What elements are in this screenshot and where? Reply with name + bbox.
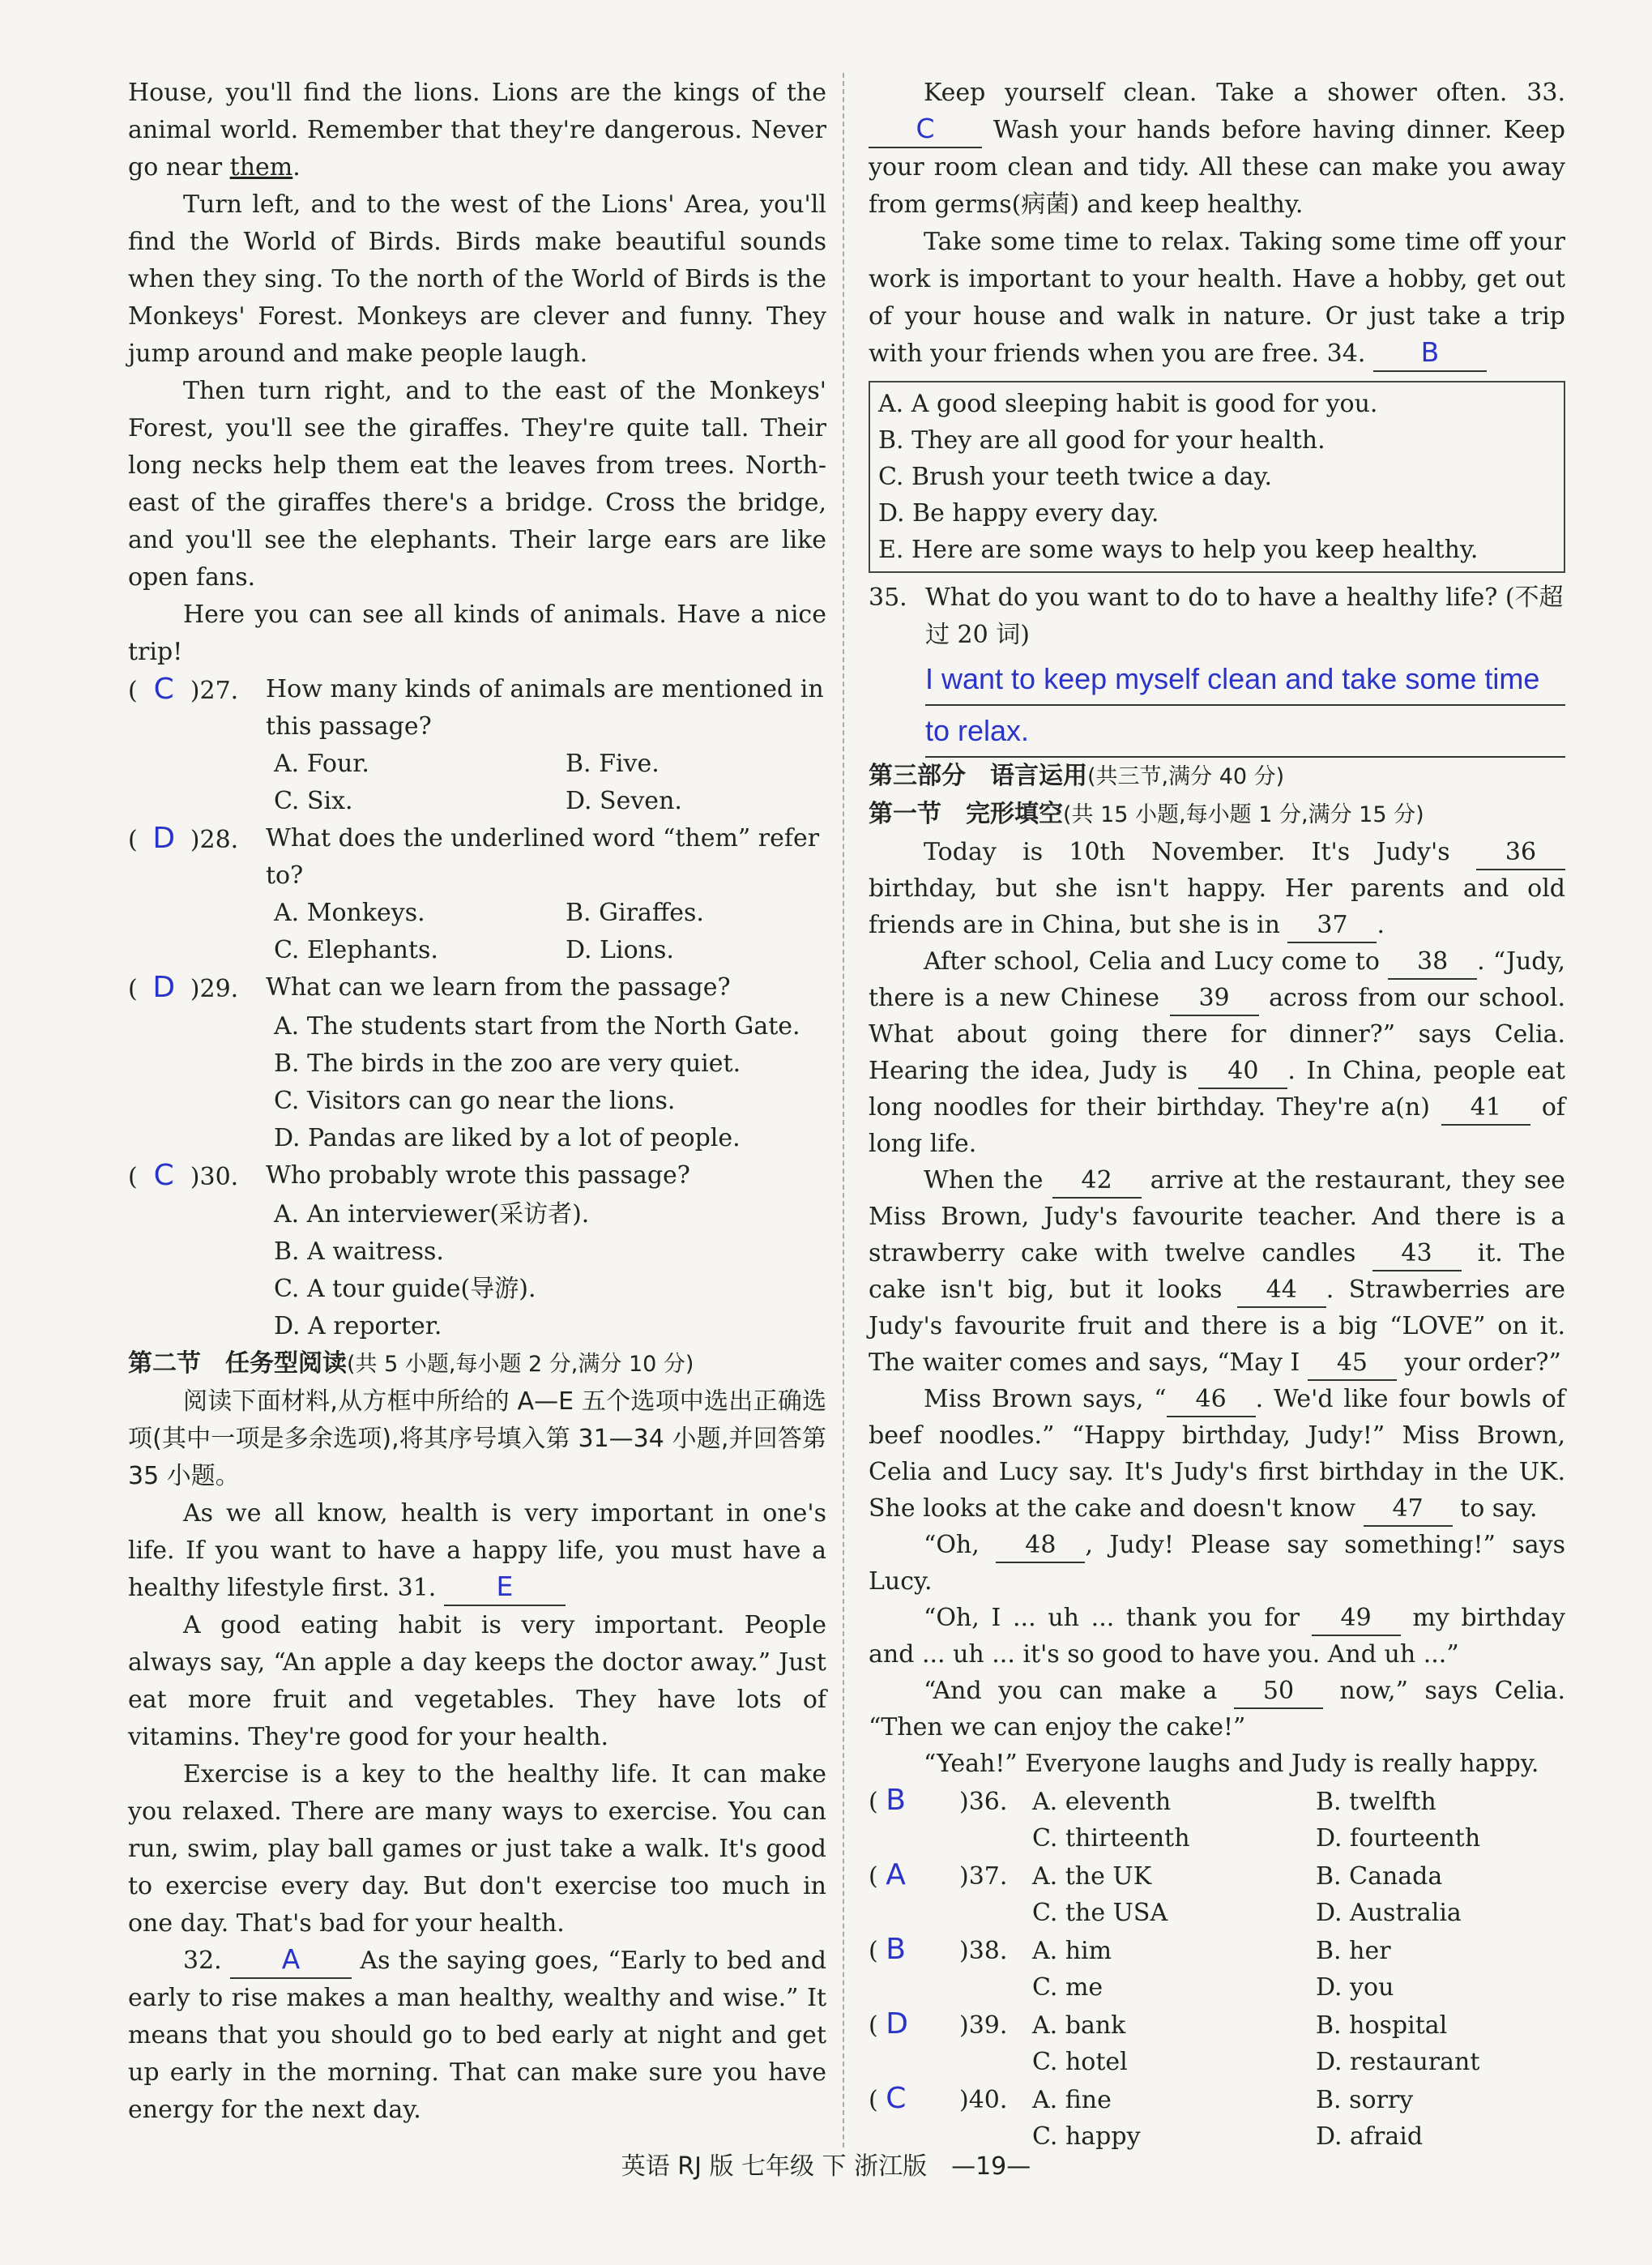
box-option-a: A. A good sleeping habit is good for you.: [878, 390, 1378, 418]
underlined-word: them: [229, 153, 293, 182]
cloze-questions: [869, 1782, 1565, 2155]
question-29: ( D )29. What can we learn from the passage? A. The students start from the North Gate. B. The birds in the zoo are very quiet. C. Visitors can go near the lions. D. Pandas are liked by a lot of people.: [128, 969, 826, 1157]
blank-43: 43: [1372, 1237, 1462, 1271]
question-35: 35. What do you want to do to have a healthy life? (不超过 20 词): [869, 583, 1564, 649]
options-box: [869, 381, 1565, 573]
box-option-e: E. Here are some ways to help you keep healthy.: [878, 536, 1479, 564]
answer-39: D: [886, 2007, 908, 2041]
question-38: ( B )38. A. him B. her C. me D. you: [869, 1933, 1394, 2002]
blank-41: 41: [1441, 1092, 1530, 1126]
reading-paragraph: Take some time to relax. Taking some time off your work is important to your health. Have a hobby, get out of your house and walk in nature. Or just take a trip with your friends when you are free. 34. B: [869, 224, 1565, 373]
reading-paragraph: 32. A As the saying goes, “Early to bed and early to rise makes a man healthy, wealthy and wise.” It means that you should go to bed early at night and get up early in the morning. That can make sure you have energy for the next day.: [128, 1943, 826, 2124]
passage-paragraph: Here you can see all kinds of animals. Have a nice trip!: [128, 600, 826, 666]
answer-38: B: [886, 1933, 906, 1966]
answer-29: D: [152, 971, 176, 1004]
option-a: A. Monkeys.: [274, 899, 425, 927]
section-1-heading: 第一节 完形填空(共 15 小题,每小题 1 分,满分 15 分): [869, 800, 1424, 828]
box-option-d: D. Be happy every day.: [878, 499, 1159, 528]
reading-paragraph: A good eating habit is very important. People always say, “An apple a day keeps the doctor away.” Just eat more fruit and vegetables. They have lots of vitamins. They're good for your health.: [128, 1611, 826, 1751]
passage-paragraph: Turn left, and to the west of the Lions' Area, you'll find the World of Birds. Birds make beautiful sounds when they sing. To the north of the World of Birds is the Monkeys' Forest. Monkeys are clever and funny. They jump around and make people laugh.: [128, 190, 826, 368]
blank-37: 37: [1287, 909, 1377, 943]
option-b: B. Five.: [566, 750, 660, 778]
blank-50: 50: [1234, 1675, 1323, 1709]
passage-paragraph: House, you'll find the lions. Lions are the kings of the animal world. Remember that they're dangerous. Never go near them.: [128, 79, 826, 182]
answer-37: A: [886, 1858, 906, 1891]
answer-28: D: [152, 822, 176, 855]
reading-paragraph: Keep yourself clean. Take a shower often. 33. C Wash your hands before having dinner. Keep your room clean and tidy. All these can make you away from germs(病菌) and keep healthy.: [869, 79, 1565, 219]
box-option-c: C. Brush your teeth twice a day.: [878, 463, 1273, 491]
blank-44: 44: [1237, 1274, 1326, 1308]
blank-40: 40: [1198, 1055, 1287, 1089]
answer-33: C: [916, 113, 935, 144]
question-30: ( C )30. Who probably wrote this passage? A. An interviewer(采访者). B. A waitress. C. A tour guide(导游). D. A reporter.: [128, 1157, 826, 1345]
box-option-b: B. They are all good for your health.: [878, 426, 1325, 455]
option-a: A. Four.: [274, 750, 369, 778]
answer-32: A: [281, 1943, 301, 1975]
answer-35: [925, 654, 1565, 758]
blank-46: 46: [1167, 1383, 1256, 1417]
option-b: B. The birds in the zoo are very quiet.: [274, 1049, 741, 1078]
option-c: C. A tour guide(导游).: [274, 1275, 536, 1303]
option-c: C. Elephants.: [274, 936, 438, 964]
reading-paragraph: As we all know, health is very important in one's life. If you want to have a happy life, you must have a healthy lifestyle first. 31. E: [128, 1495, 826, 1607]
question-39: ( D )39. A. bank B. hospital C. hotel D. restaurant: [869, 2007, 1480, 2076]
option-b: B. A waitress.: [274, 1237, 444, 1266]
blank-48: 48: [996, 1529, 1085, 1563]
question-36: ( B )36. A. eleventh B. twelfth C. thirteenth D. fourteenth: [869, 1784, 1481, 1853]
option-d: D. Lions.: [566, 936, 674, 964]
question-28: ( D )28. What does the underlined word “them” refer to? A. Monkeys. B. Giraffes. C. Elephants. D. Lions.: [128, 820, 826, 969]
left-column: [128, 75, 826, 2129]
section-2-heading: 第二节 任务型阅读(共 5 小题,每小题 2 分,满分 10 分): [128, 1349, 694, 1378]
right-column: [869, 75, 1565, 2155]
question-stem: Who probably wrote this passage?: [266, 1161, 690, 1190]
part-3-heading: 第三部分 语言运用(共三节,满分 40 分): [869, 762, 1285, 790]
option-d: D. Seven.: [566, 787, 682, 815]
option-a: A. An interviewer(采访者).: [274, 1200, 590, 1229]
answer-27: C: [153, 673, 174, 706]
answer-34: B: [1420, 336, 1440, 368]
question-37: ( A )37. A. the UK B. Canada C. the USA D. Australia: [869, 1858, 1462, 1927]
answer-40: C: [886, 2082, 907, 2115]
blank-39: 39: [1170, 982, 1259, 1016]
answer-30: C: [153, 1159, 174, 1192]
blank-42: 42: [1052, 1165, 1142, 1199]
option-a: A. The students start from the North Gate.: [274, 1012, 800, 1041]
column-divider: [843, 73, 844, 2147]
answer-35-line-1: I want to keep myself clean and take some time: [925, 654, 1565, 706]
instructions: 阅读下面材料,从方框中所给的 A—E 五个选项中选出正确选项(其中一项是多余选项),将其序号填入第 31—34 小题,并回答第 35 小题。: [128, 1387, 826, 1490]
option-d: D. A reporter.: [274, 1312, 442, 1340]
blank-36: 36: [1476, 836, 1565, 870]
question-27: ( C )27. How many kinds of animals are mentioned in this passage? A. Four. B. Five. C. Six. D. Seven.: [128, 671, 826, 820]
blank-38: 38: [1388, 946, 1477, 980]
answer-36: B: [886, 1784, 906, 1817]
option-d: D. Pandas are liked by a lot of people.: [274, 1124, 741, 1152]
question-40: ( C )40. A. fine B. sorry C. happy D. afraid: [869, 2082, 1424, 2151]
passage-paragraph: Then turn right, and to the east of the Monkeys' Forest, you'll see the giraffes. They're quite tall. Their long necks help them eat the leaves from trees. North-east of the giraffes there's a bridge. Cross the bridge, and you'll see the elephants. Their large ears are like open fans.: [128, 377, 826, 592]
blank-49: 49: [1312, 1602, 1401, 1636]
question-stem: What can we learn from the passage?: [266, 973, 731, 1002]
cloze-passage: Today is 10th November. It's Judy's 36 birthday, but she isn't happy. Her parents and old friends are in China, but she is in 37 . After school, Celia and Lucy come to 38 . “Judy, there is a new Chinese 39 across from our school. What about going there for dinner?” says Celia. Hearing the idea, Judy is 40 . In China, people eat long noodles for their birthday. They're a(n) 41 of long life. When the 42 arrive at the restaurant, they see Miss Brown, Judy's favourite teacher. And there is a strawberry cake with twelve candles 43 it. The cake isn't big, but it looks 44 . Strawberries are Judy's favourite fruit and there is a big “LOVE” on it. The waiter comes and says, “May I 45 your order?” Miss Brown says, “ 46 . We'd like four bowls of beef noodles.” “Happy birthday, Judy!” Miss Brown, Celia and Lucy say. It's Judy's first birthday in the UK. She looks at the cake and doesn't know 47 to say. “Oh, 48 , Judy! Please say something!” says Lucy. “Oh, I ... uh ... thank you for 49 my birthday and ... uh ... it's so good to have you. And uh ...” “And you can make a 50 now,” says Celia. “Then we can enjoy the cake!” “Yeah!” Everyone laughs and Judy is really happy.: [869, 838, 1565, 1778]
option-b: B. Giraffes.: [566, 899, 704, 927]
blank-45: 45: [1308, 1347, 1397, 1381]
blank-47: 47: [1364, 1493, 1453, 1527]
option-c: C. Visitors can go near the lions.: [274, 1087, 676, 1115]
page-footer: 英语 RJ 版 七年级 下 浙江版 —19—: [621, 2152, 1031, 2181]
question-stem: How many kinds of animals are mentioned in this passage?: [266, 675, 824, 741]
reading-paragraph: Exercise is a key to the healthy life. It can make you relaxed. There are many ways to exercise. You can run, swim, play ball games or just take a walk. It's good to exercise every day. But don't exercise too much in one day. That's bad for your health.: [128, 1760, 826, 1938]
question-stem: What does the underlined word “them” refer to?: [266, 824, 820, 890]
option-c: C. Six.: [274, 787, 353, 815]
answer-35-line-2: to relax.: [925, 706, 1565, 758]
answer-31: E: [496, 1571, 514, 1602]
